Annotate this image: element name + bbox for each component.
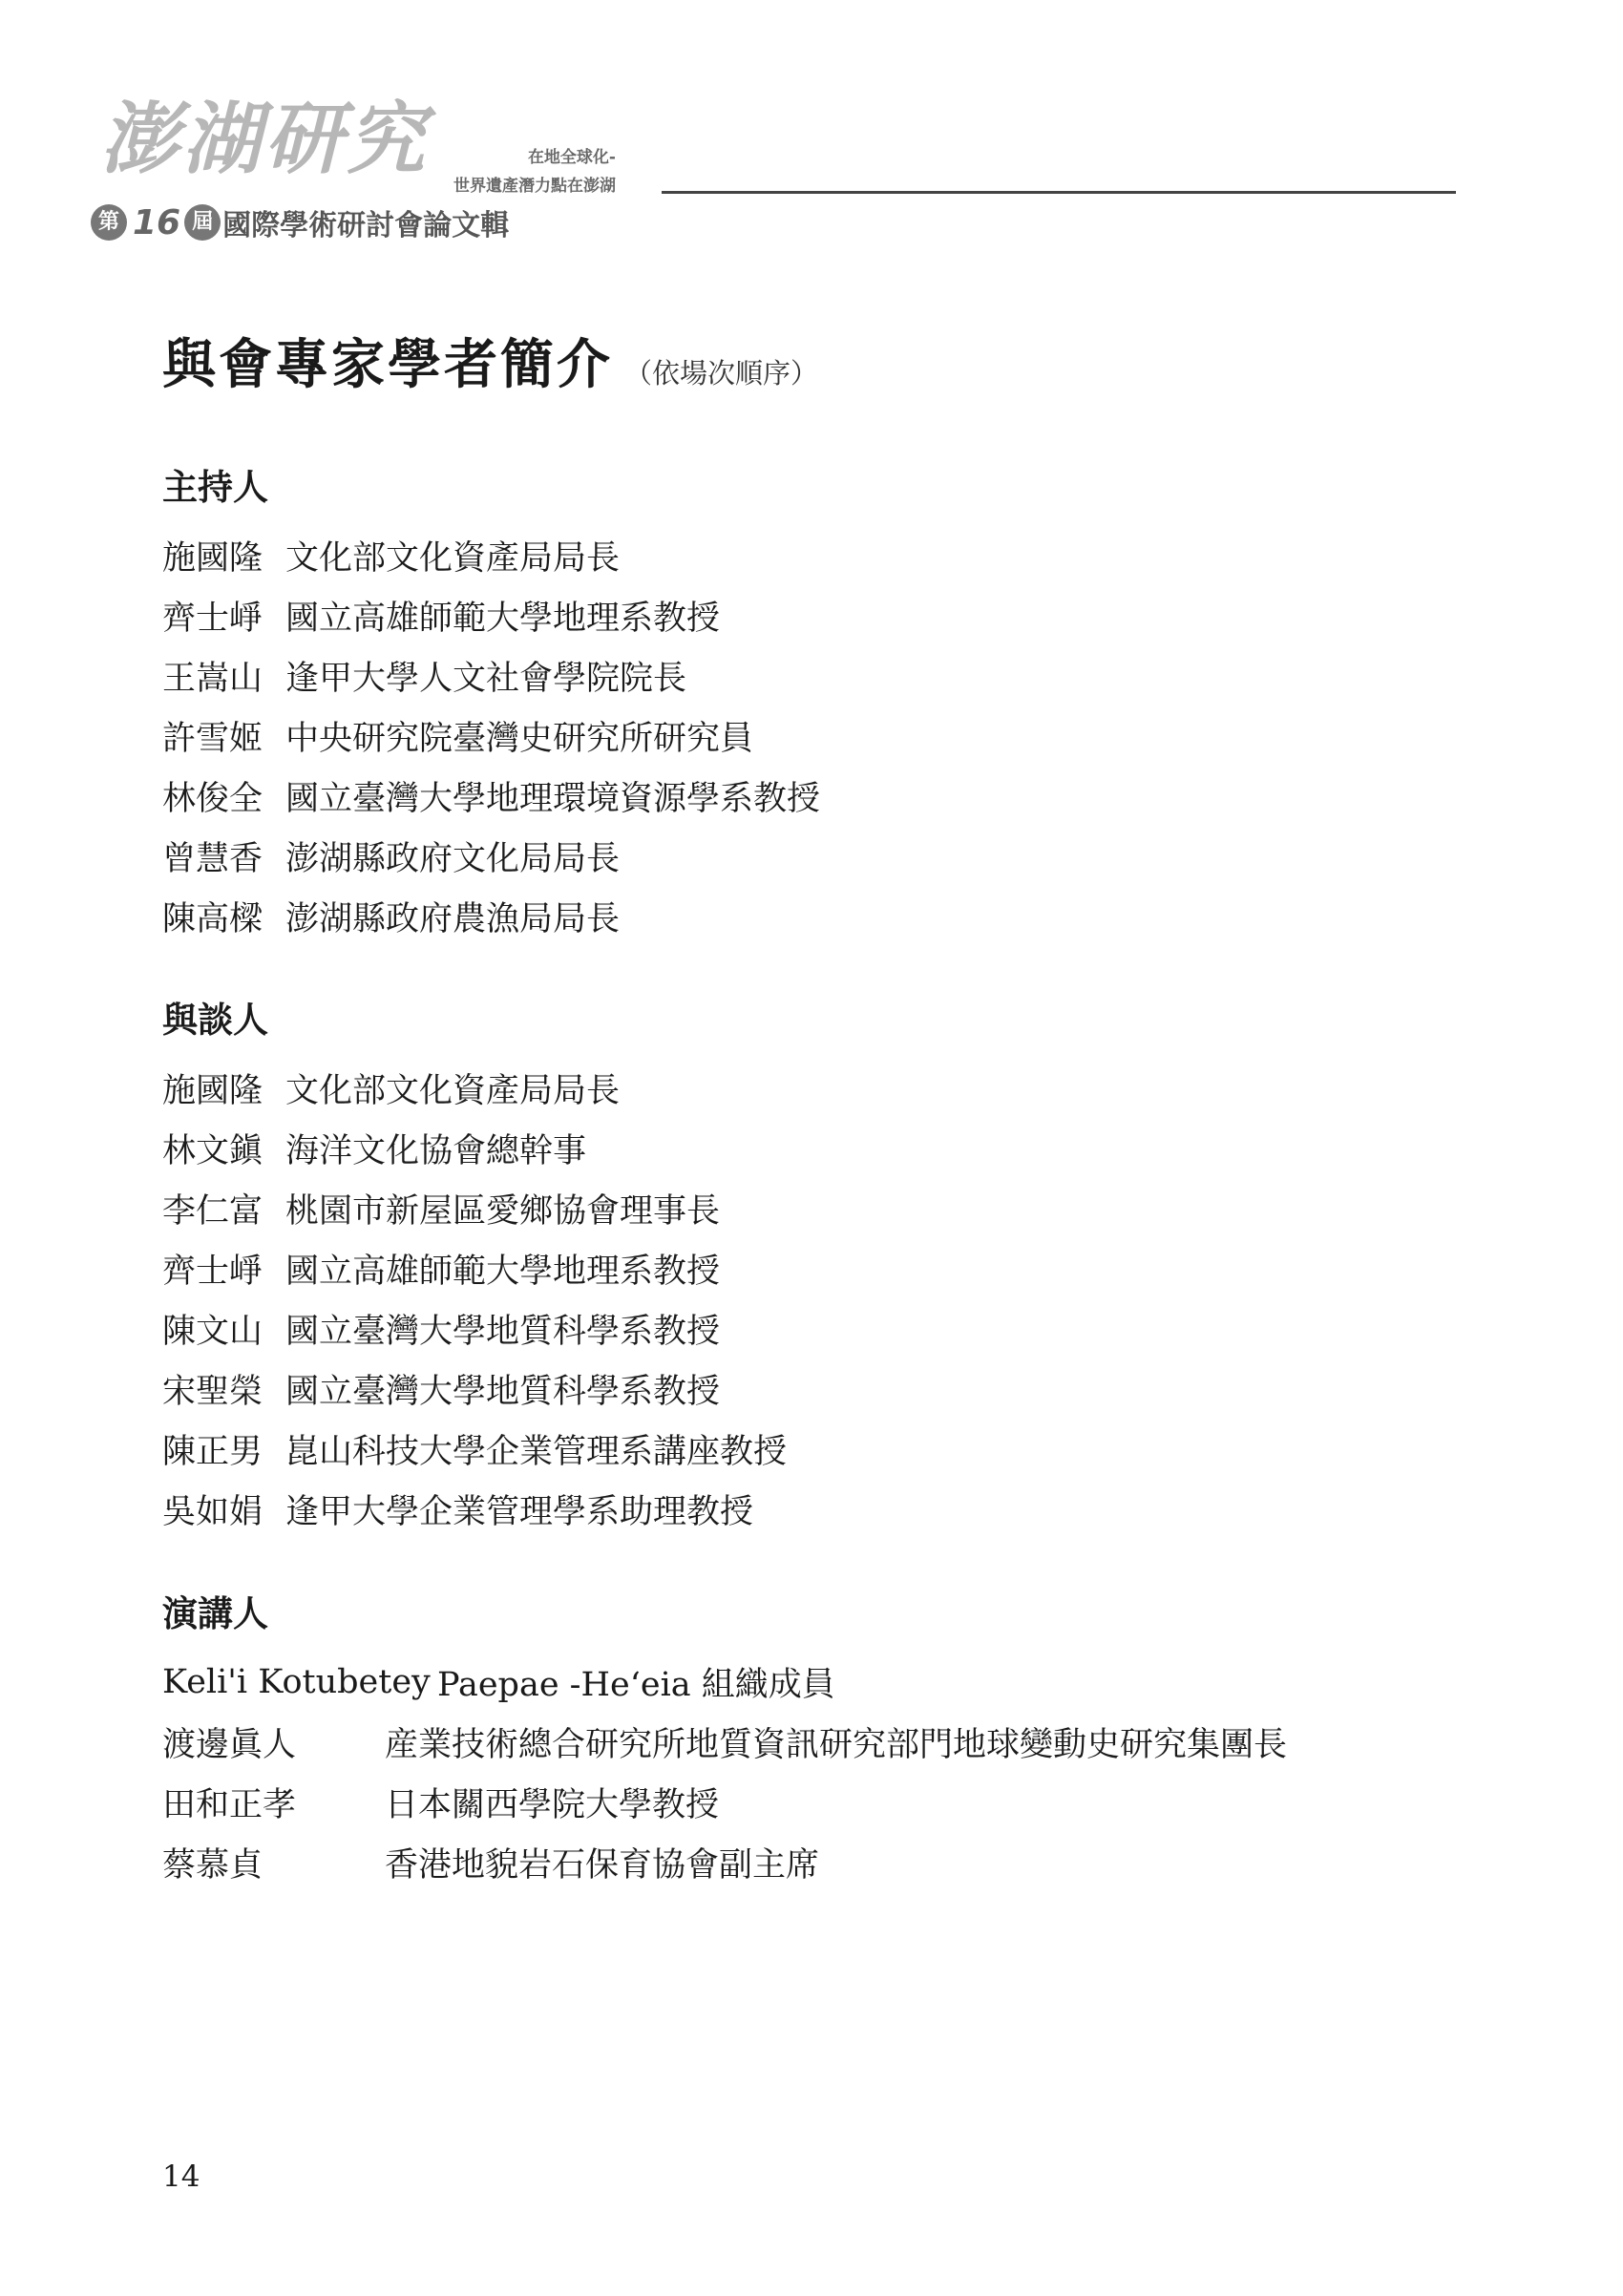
panelists-list xyxy=(162,1058,787,1539)
list-item xyxy=(162,1652,1287,1712)
person-title: 産業技術總合研究所地質資訊研究部門地球變動史研究集團長 xyxy=(385,1725,1288,1764)
person-title: 日本關西學院大學教授 xyxy=(385,1785,720,1824)
page-title-row xyxy=(162,323,818,399)
person-title: 逢甲大學企業管理學系助理教授 xyxy=(285,1492,754,1531)
list-item xyxy=(162,766,820,826)
tagline-line-2: 世界遺產潛力點在澎湖 xyxy=(453,177,616,196)
person-name: 陳正男 xyxy=(162,1432,263,1471)
list-item xyxy=(162,525,820,585)
section-heading-moderators: 主持人 xyxy=(162,467,268,508)
person-name: 林俊全 xyxy=(162,779,263,818)
person-title: 文化部文化資產局局長 xyxy=(285,538,621,578)
list-item xyxy=(162,1479,787,1539)
person-name: 許雪姬 xyxy=(162,719,263,758)
person-name: 渡邊眞人 xyxy=(162,1725,297,1764)
person-title: 國立高雄師範大學地理系教授 xyxy=(285,1252,721,1291)
page-title: 與會專家學者簡介 xyxy=(162,334,613,396)
person-title: 國立臺灣大學地質科學系教授 xyxy=(285,1372,721,1411)
list-item xyxy=(162,1058,787,1118)
person-name: 王嵩山 xyxy=(162,659,263,698)
person-title: 逢甲大學人文社會學院院長 xyxy=(285,659,687,698)
running-header xyxy=(91,94,1456,263)
header-rule xyxy=(662,191,1456,194)
edition-suffix: 屆 xyxy=(184,204,221,241)
person-name: 陳文山 xyxy=(162,1312,263,1351)
person-name: Keli'i Kotubetey xyxy=(162,1662,431,1701)
person-title: 中央研究院臺灣史研究所研究員 xyxy=(285,719,754,758)
list-item xyxy=(162,1118,787,1178)
edition-name: 國際學術研討會論文輯 xyxy=(222,209,510,242)
list-item xyxy=(162,706,820,766)
person-name: 宋聖榮 xyxy=(162,1372,263,1411)
header-tagline xyxy=(453,143,616,200)
person-name: 施國隆 xyxy=(162,1071,263,1110)
list-item xyxy=(162,1772,1287,1832)
list-item xyxy=(162,1298,787,1359)
edition-prefix: 第 xyxy=(91,204,127,241)
person-title: 國立臺灣大學地質科學系教授 xyxy=(285,1312,721,1351)
person-name: 齊士崢 xyxy=(162,599,263,638)
person-title: 文化部文化資產局局長 xyxy=(285,1071,621,1110)
page-number: 14 xyxy=(162,2159,200,2194)
section-heading-speakers: 演講人 xyxy=(162,1593,268,1634)
person-title: 澎湖縣政府農漁局局長 xyxy=(285,899,621,938)
person-name: 林文鎭 xyxy=(162,1131,263,1170)
list-item xyxy=(162,1712,1287,1772)
person-name: 齊士崢 xyxy=(162,1252,263,1291)
person-title: 崑山科技大學企業管理系講座教授 xyxy=(285,1432,788,1471)
person-title: 香港地貌岩石保育協會副主席 xyxy=(385,1845,820,1885)
list-item xyxy=(162,1419,787,1479)
person-title: 海洋文化協會總幹事 xyxy=(285,1131,587,1170)
person-title: 國立臺灣大學地理環境資源學系教授 xyxy=(285,779,821,818)
list-item xyxy=(162,1832,1287,1892)
speakers-list xyxy=(162,1652,1287,1892)
person-title: 澎湖縣政府文化局局長 xyxy=(285,839,621,878)
journal-logo-title: 澎湖研究 xyxy=(100,94,429,185)
person-name: 陳高樑 xyxy=(162,899,263,938)
edition-label xyxy=(91,200,509,244)
person-name: 蔡慕貞 xyxy=(162,1845,263,1885)
person-name: 李仁富 xyxy=(162,1191,263,1231)
person-name: 吳如娟 xyxy=(162,1492,263,1531)
tagline-line-1: 在地全球化- xyxy=(527,148,616,167)
person-name: 施國隆 xyxy=(162,538,263,578)
list-item xyxy=(162,826,820,886)
list-item xyxy=(162,1238,787,1298)
person-title: Paepae -He‘eia 組織成員 xyxy=(437,1665,835,1704)
person-name: 田和正孝 xyxy=(162,1785,297,1824)
person-name: 曾慧香 xyxy=(162,839,263,878)
list-item xyxy=(162,1178,787,1238)
moderators-list xyxy=(162,525,820,946)
section-heading-panelists: 與談人 xyxy=(162,1000,268,1041)
person-title: 桃園市新屋區愛鄉協會理事長 xyxy=(285,1191,721,1231)
edition-number: 16 xyxy=(133,202,181,242)
list-item xyxy=(162,1359,787,1419)
list-item xyxy=(162,585,820,645)
list-item xyxy=(162,645,820,706)
list-item xyxy=(162,886,820,946)
person-title: 國立高雄師範大學地理系教授 xyxy=(285,599,721,638)
page-subtitle: （依場次順序） xyxy=(624,357,819,390)
